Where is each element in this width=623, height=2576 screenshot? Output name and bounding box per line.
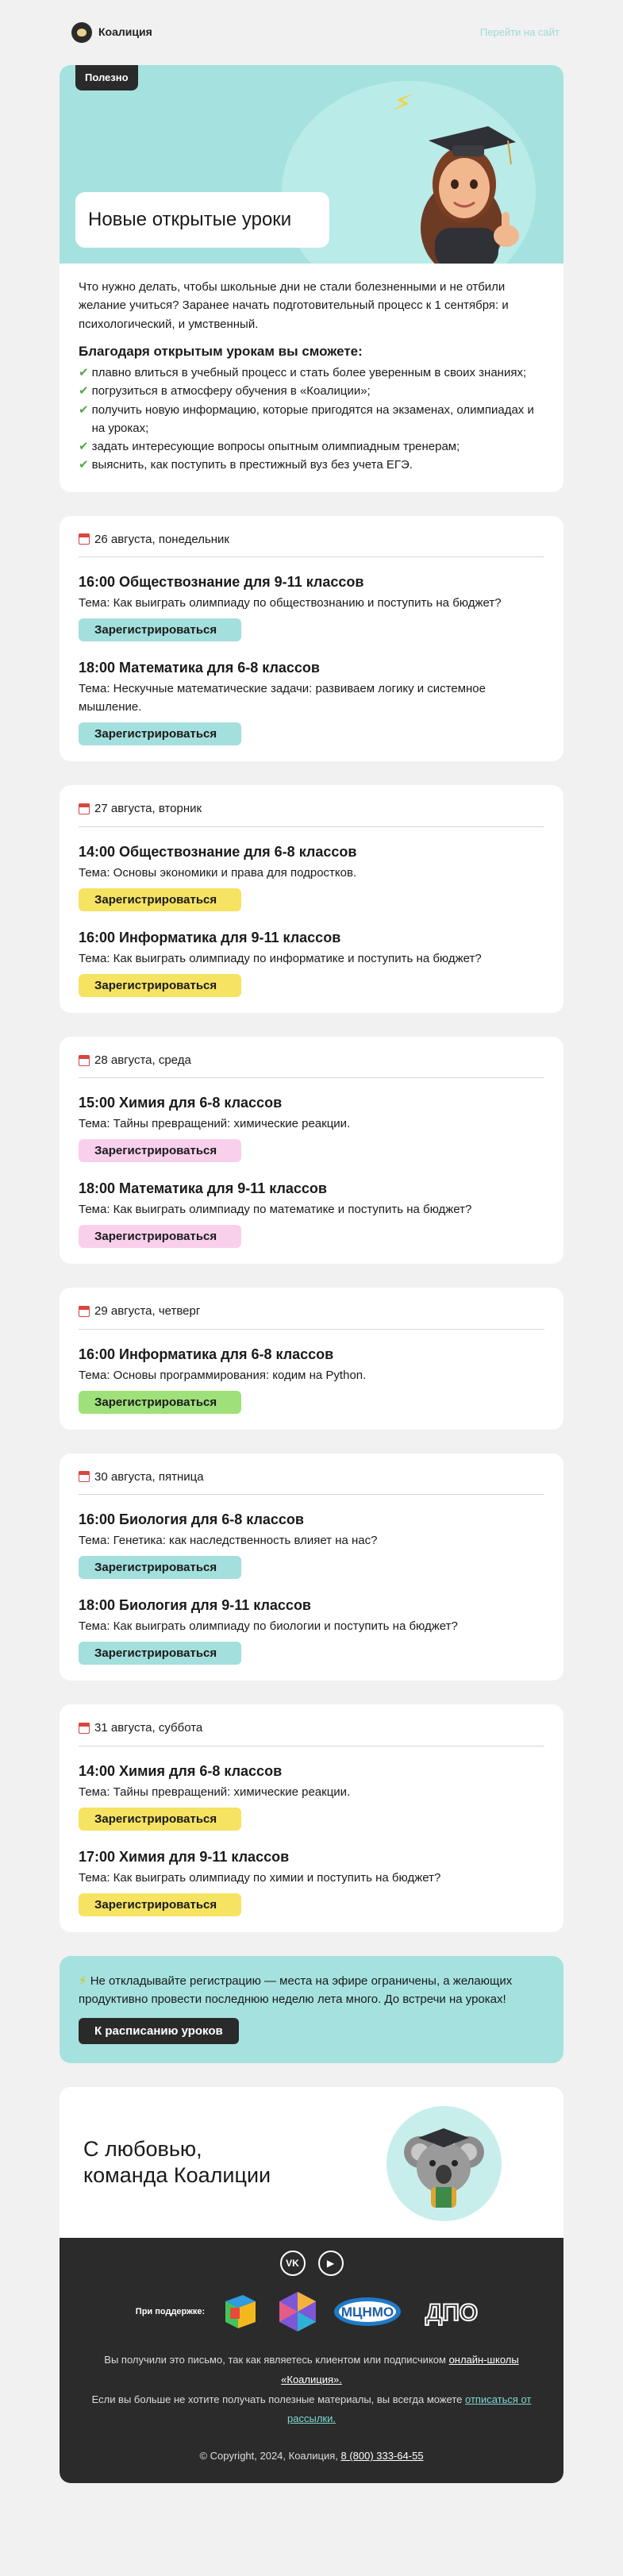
day-card-tuesday [60,785,563,1013]
benefit-item: ✔ плавно влиться в учебный процесс и стать более уверенным в своих знаниях; [79,364,544,382]
checkmark-icon: ✔ [79,366,89,380]
benefit-item: ✔ задать интересующие вопросы опытным олимпиадным тренерам; [79,437,544,456]
student-avatar-illustration [413,109,532,264]
day-date: 28 августа, среда [94,1053,191,1067]
register-button[interactable]: Зарегистрироваться [79,1225,241,1248]
lesson-item [79,1092,544,1162]
partner-mcnmo-logo [333,2297,402,2327]
footer-dark [60,2238,563,2483]
lesson-title: 18:00 Биология для 9-11 классов [79,1597,312,1614]
day-card-wednesday [60,1037,563,1265]
brand-logo[interactable] [71,22,152,43]
register-button[interactable]: Зарегистрироваться [79,1808,241,1831]
day-header [79,1719,544,1746]
calendar-icon [79,1055,90,1066]
brand-name: Коалиция [98,25,152,39]
lesson-topic: Тема: Как выиграть олимпиаду по обществознанию и поступить на бюджет? [79,595,502,610]
intro-text [60,264,563,492]
lesson-title: 17:00 Химия для 9-11 классов [79,1848,290,1865]
svg-text:ДПО: ДПО [425,2300,479,2327]
lesson-topic: Тема: Основы экономики и права для подростков. [79,865,357,880]
lesson-title: 16:00 Информатика для 9-11 классов [79,929,341,945]
calendar-icon [79,803,90,814]
partner-dpo-logo [416,2297,487,2327]
lesson-topic: Тема: Генетика: как наследственность влияет на нас? [79,1533,378,1547]
register-button[interactable]: Зарегистрироваться [79,1556,241,1579]
lesson-title: 18:00 Математика для 6-8 классов [79,659,320,676]
day-date: 27 августа, вторник [94,802,202,816]
schedule-button[interactable]: К расписанию уроков [79,2018,239,2044]
lesson-title: 14:00 Химия для 6-8 классов [79,1762,283,1779]
lesson-topic: Тема: Как выиграть олимпиаду по математике и поступить на бюджет? [79,1203,472,1217]
benefits-list [79,364,544,475]
category-tag: Полезно [75,65,138,90]
legal-text [79,2351,544,2429]
day-date: 30 августа, пятница [94,1469,204,1484]
lesson-item [79,927,544,997]
koala-logo-icon [71,22,92,43]
day-date: 26 августа, понедельник [94,532,229,546]
day-header [79,530,544,557]
day-header [79,1051,544,1078]
lesson-item [79,1178,544,1248]
footer-card [60,2087,563,2483]
youtube-icon[interactable]: ▶ [318,2251,344,2276]
lesson-topic: Тема: Тайны превращений: химические реакции. [79,1785,351,1799]
lesson-topic: Тема: Нескучные математические задачи: развиваем логику и системное мышление. [79,681,486,714]
lesson-title: 18:00 Математика для 9-11 классов [79,1180,327,1197]
phone-link[interactable]: 8 (800) 333-64-55 [340,2450,424,2462]
calendar-icon [79,533,90,545]
register-button[interactable]: Зарегистрироваться [79,888,241,911]
cta-text: ⚡ Не откладывайте регистрацию — места на эфире ограничены, а желающих продуктивно провести последнюю неделю лета много. До встречи на уроках! [79,1973,513,2007]
lesson-item [79,1761,544,1831]
register-button[interactable]: Зарегистрироваться [79,1642,241,1665]
lesson-item [79,841,544,911]
hero-title: Новые открытые уроки [75,192,329,248]
lesson-item [79,1344,544,1414]
copyright: © Copyright, 2024, Коалиция, 8 (800) 333-64-55 [199,2450,424,2462]
calendar-icon [79,1471,90,1482]
benefit-item: ✔ получить новую информацию, которые пригодятся на экзаменах, олимпиадах и на уроках; [79,401,544,438]
intro-card [60,65,563,492]
lesson-title: 16:00 Биология для 6-8 классов [79,1511,304,1528]
lesson-item [79,572,544,641]
support-label: При поддержке: [135,2306,206,2316]
register-button[interactable]: Зарегистрироваться [79,1139,241,1162]
lightning-icon: ⚡ [79,1973,87,1988]
lesson-item [79,1509,544,1579]
register-button[interactable]: Зарегистрироваться [79,722,241,745]
calendar-icon [79,1306,90,1317]
social-links [79,2251,544,2276]
lesson-item [79,657,544,745]
cta-card [60,1956,563,2064]
lesson-title: 14:00 Обществознание для 6-8 классов [79,843,357,860]
day-date: 31 августа, суббота [94,1721,203,1735]
lesson-title: 15:00 Химия для 6-8 классов [79,1095,283,1111]
koala-mascot-illustration [386,2106,502,2221]
school-link[interactable]: онлайн-школы «Коалиция». [281,2354,519,2386]
lesson-topic: Тема: Тайны превращений: химические реакции. [79,1117,351,1131]
partner-hexagon-logo-icon [276,2290,319,2333]
lesson-topic: Тема: Как выиграть олимпиаду по информатике и поступить на бюджет? [79,951,482,965]
signature-block [60,2087,563,2238]
hero-banner [60,65,563,264]
koala-mascot-circle [386,2106,502,2221]
go-to-site-link[interactable]: Перейти на сайт [479,25,560,38]
register-button[interactable]: Зарегистрироваться [79,618,241,641]
lesson-topic: Тема: Основы программирования: кодим на Python. [79,1368,367,1382]
day-header [79,1302,544,1329]
checkmark-icon: ✔ [79,402,89,417]
lesson-item [79,1595,544,1665]
intro-paragraph: Что нужно делать, чтобы школьные дни не стали болезненными и не отбили желание учиться? Заранее начать подготовительный процесс к 1 сентября: и психологический, и умственный. [79,280,509,331]
benefit-item: ✔ выяснить, как поступить в престижный вуз без учета ЕГЭ. [79,456,544,474]
vk-icon[interactable]: VK [280,2251,306,2276]
lesson-title: 16:00 Информатика для 6-8 классов [79,1346,334,1362]
checkmark-icon: ✔ [79,384,89,399]
calendar-icon [79,1723,90,1734]
day-card-thursday [60,1288,563,1429]
legal-line-2: Если вы больше не хотите получать полезные материалы, вы всегда можете отписаться от рассылки. [91,2393,532,2425]
partners-row [79,2290,544,2333]
signature-text: С любовью, команда Коалиции [83,2137,271,2187]
day-header [79,799,544,826]
day-header [79,1468,544,1495]
day-card-monday [60,516,563,762]
benefits-heading: Благодаря открытым урокам вы сможете: [79,343,363,359]
checkmark-icon: ✔ [79,458,89,472]
checkmark-icon: ✔ [79,440,89,454]
unsubscribe-link[interactable]: отписаться от рассылки. [287,2393,532,2425]
lesson-title: 16:00 Обществознание для 9-11 классов [79,573,364,590]
benefit-item: ✔ погрузиться в атмосферу обучения в «Коалиции»; [79,382,544,400]
register-button[interactable]: Зарегистрироваться [79,974,241,997]
register-button[interactable]: Зарегистрироваться [79,1391,241,1414]
day-date: 29 августа, четверг [94,1304,201,1319]
lightning-icon: ⚡ [389,86,416,121]
lesson-topic: Тема: Как выиграть олимпиаду по биологии и поступить на бюджет? [79,1619,458,1634]
register-button[interactable]: Зарегистрироваться [79,1893,241,1916]
legal-line-1: Вы получили это письмо, так как являетесь клиентом или подписчиком онлайн-школы «Коалиция». [104,2354,519,2386]
svg-text:МЦНМО: МЦНМО [341,2305,394,2320]
email-header [0,0,623,65]
day-card-saturday [60,1704,563,1932]
partner-cube-logo-icon [219,2292,262,2331]
lesson-item [79,1846,544,1916]
lesson-topic: Тема: Как выиграть олимпиаду по химии и поступить на бюджет? [79,1870,441,1885]
day-card-friday [60,1454,563,1681]
